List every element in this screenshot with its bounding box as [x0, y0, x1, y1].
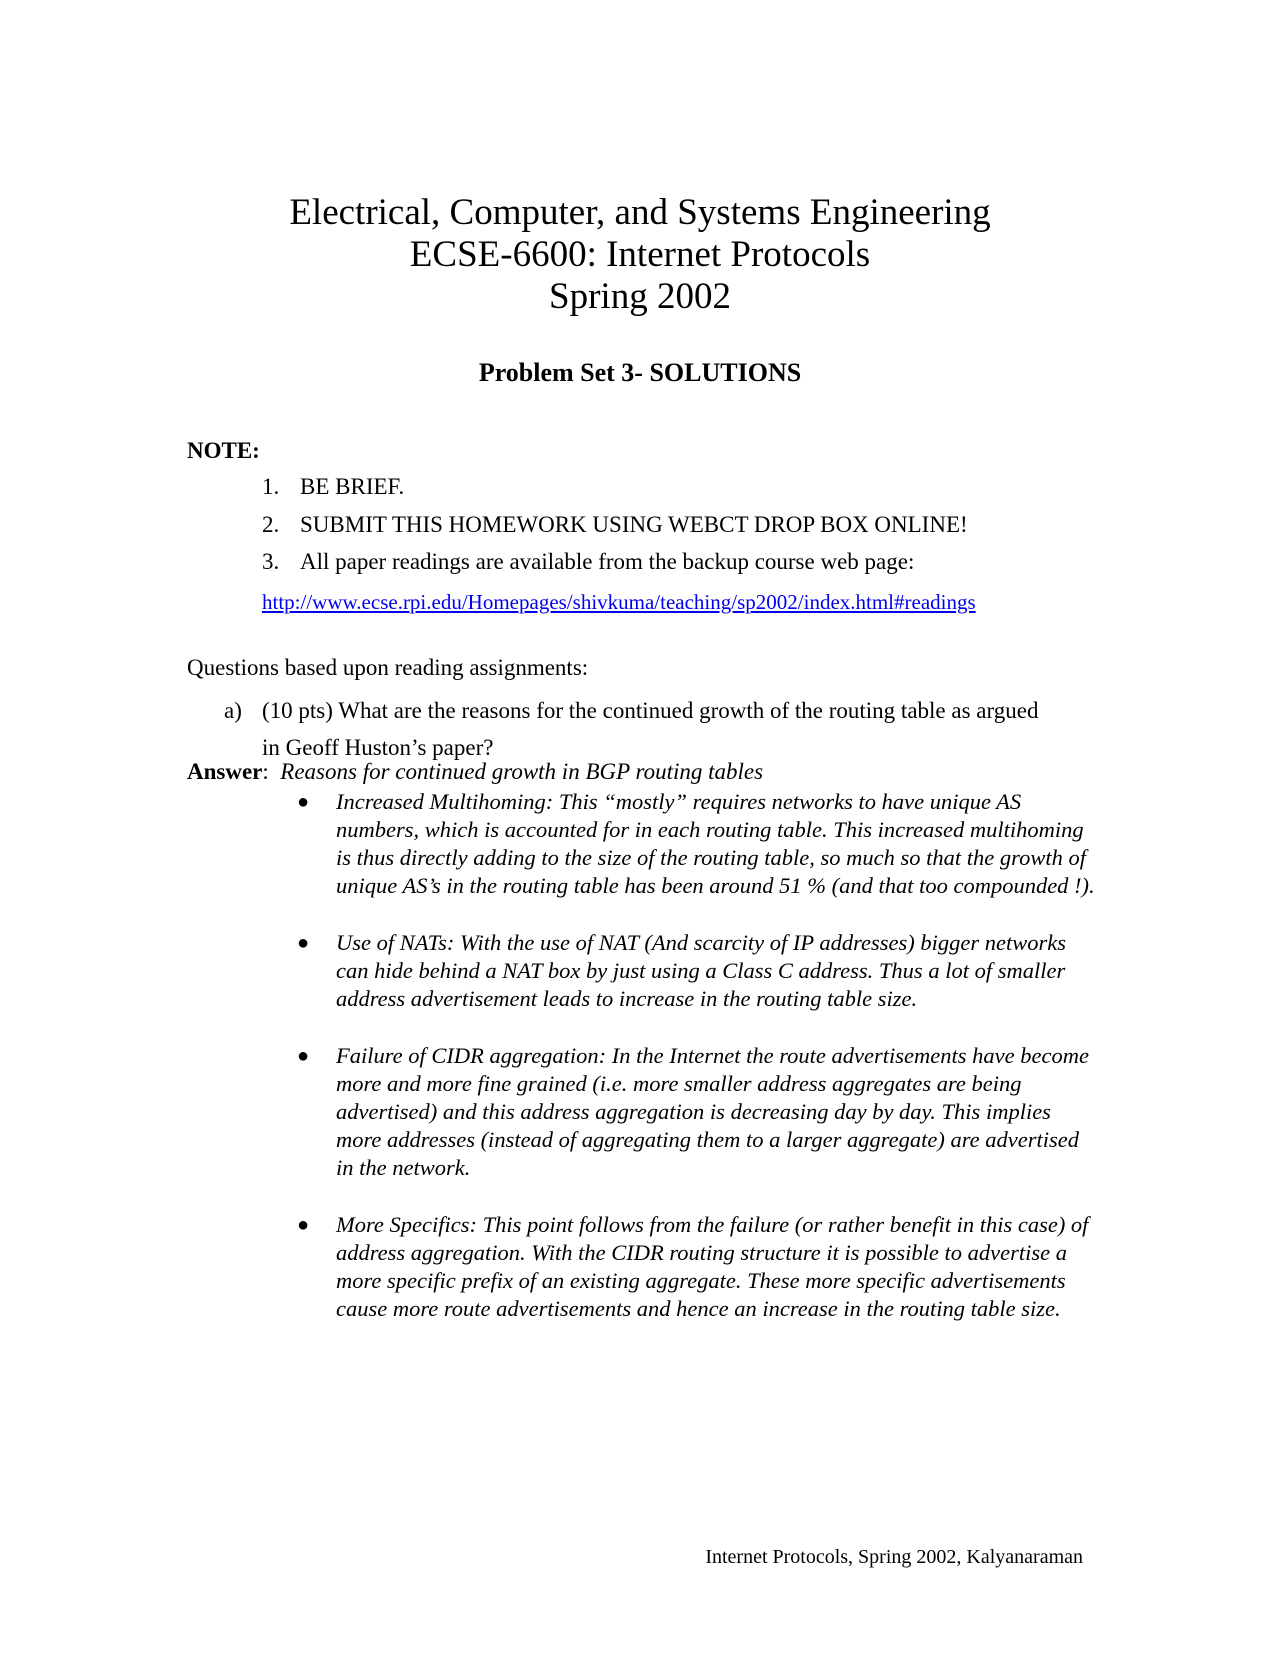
course-title: ECSE-6600: Internet Protocols — [409, 234, 871, 275]
note-item-text: All paper readings are available from the backup course web page: — [300, 549, 915, 574]
bullet-text: Use of NATs: With the use of NAT (And scarcity of IP addresses) bigger networks can hide behind a NAT box by just using a Class C address. Thus a lot of smaller address advertisement leads to increase in the routing table size. — [336, 930, 1066, 1011]
note-item-number: 3. — [262, 549, 280, 574]
question-letter: a) — [224, 698, 242, 723]
answer-topic: Reasons for continued growth in BGP routing tables — [280, 759, 764, 784]
page-footer: Internet Protocols, Spring 2002, Kalyanaraman — [705, 1546, 1083, 1568]
list-item — [297, 788, 1097, 900]
bullet-text: Increased Multihoming: This “mostly” requires networks to have unique AS numbers, which is accounted for in each routing table. This increased multihoming is thus directly adding to the size of the routing table, so much so that the growth of unique AS’s in the routing table has been around 51 % (and that too compounded !). — [336, 789, 1095, 898]
bullet-icon: ● — [297, 1214, 310, 1236]
note-item-number: 1. — [262, 474, 280, 499]
note-label: NOTE: — [187, 438, 260, 463]
note-item-number: 2. — [262, 511, 280, 537]
course-header — [0, 192, 1280, 318]
answer-separator: : — [262, 759, 281, 784]
question-text: (10 pts) What are the reasons for the continued growth of the routing table as argued in Geoff Huston’s paper? — [262, 698, 1039, 760]
semester-title: Spring 2002 — [549, 276, 731, 317]
answer-heading — [187, 759, 763, 785]
bullet-text: Failure of CIDR aggregation: In the Internet the route advertisements have become more and more fine grained (i.e. more smaller address aggregates are being advertised) and this address aggregation is decreasing day by day. This implies more addresses (instead of aggregating them to a larger aggregate) are advertised in the network. — [336, 1043, 1089, 1180]
bullet-icon: ● — [297, 932, 310, 954]
answer-label: Answer — [187, 759, 263, 784]
readings-link[interactable]: http://www.ecse.rpi.edu/Homepages/shivkuma/teaching/sp2002/index.html#readings — [262, 590, 976, 614]
note-item-text: BE BRIEF. — [300, 474, 405, 499]
answer-bullet-list — [297, 788, 1097, 1352]
list-item — [297, 929, 1097, 1013]
list-item — [297, 1042, 1097, 1182]
bullet-icon: ● — [297, 1045, 310, 1067]
bullet-icon: ● — [297, 791, 310, 813]
list-item — [297, 1211, 1097, 1323]
department-title: Electrical, Computer, and Systems Engineering — [289, 192, 991, 233]
bullet-text: More Specifics: This point follows from the failure (or rather benefit in this case) of address aggregation. With the CIDR routing structure it is possible to advertise a more specific prefix of an existing aggregate. These more specific advertisements cause more route advertisements and hence an increase in the routing table size. — [336, 1212, 1089, 1321]
problem-set-title: Problem Set 3- SOLUTIONS — [478, 358, 802, 387]
questions-intro: Questions based upon reading assignments: — [187, 655, 589, 680]
note-item-text: SUBMIT THIS HOMEWORK USING WEBCT DROP BOX ONLINE! — [300, 511, 968, 537]
